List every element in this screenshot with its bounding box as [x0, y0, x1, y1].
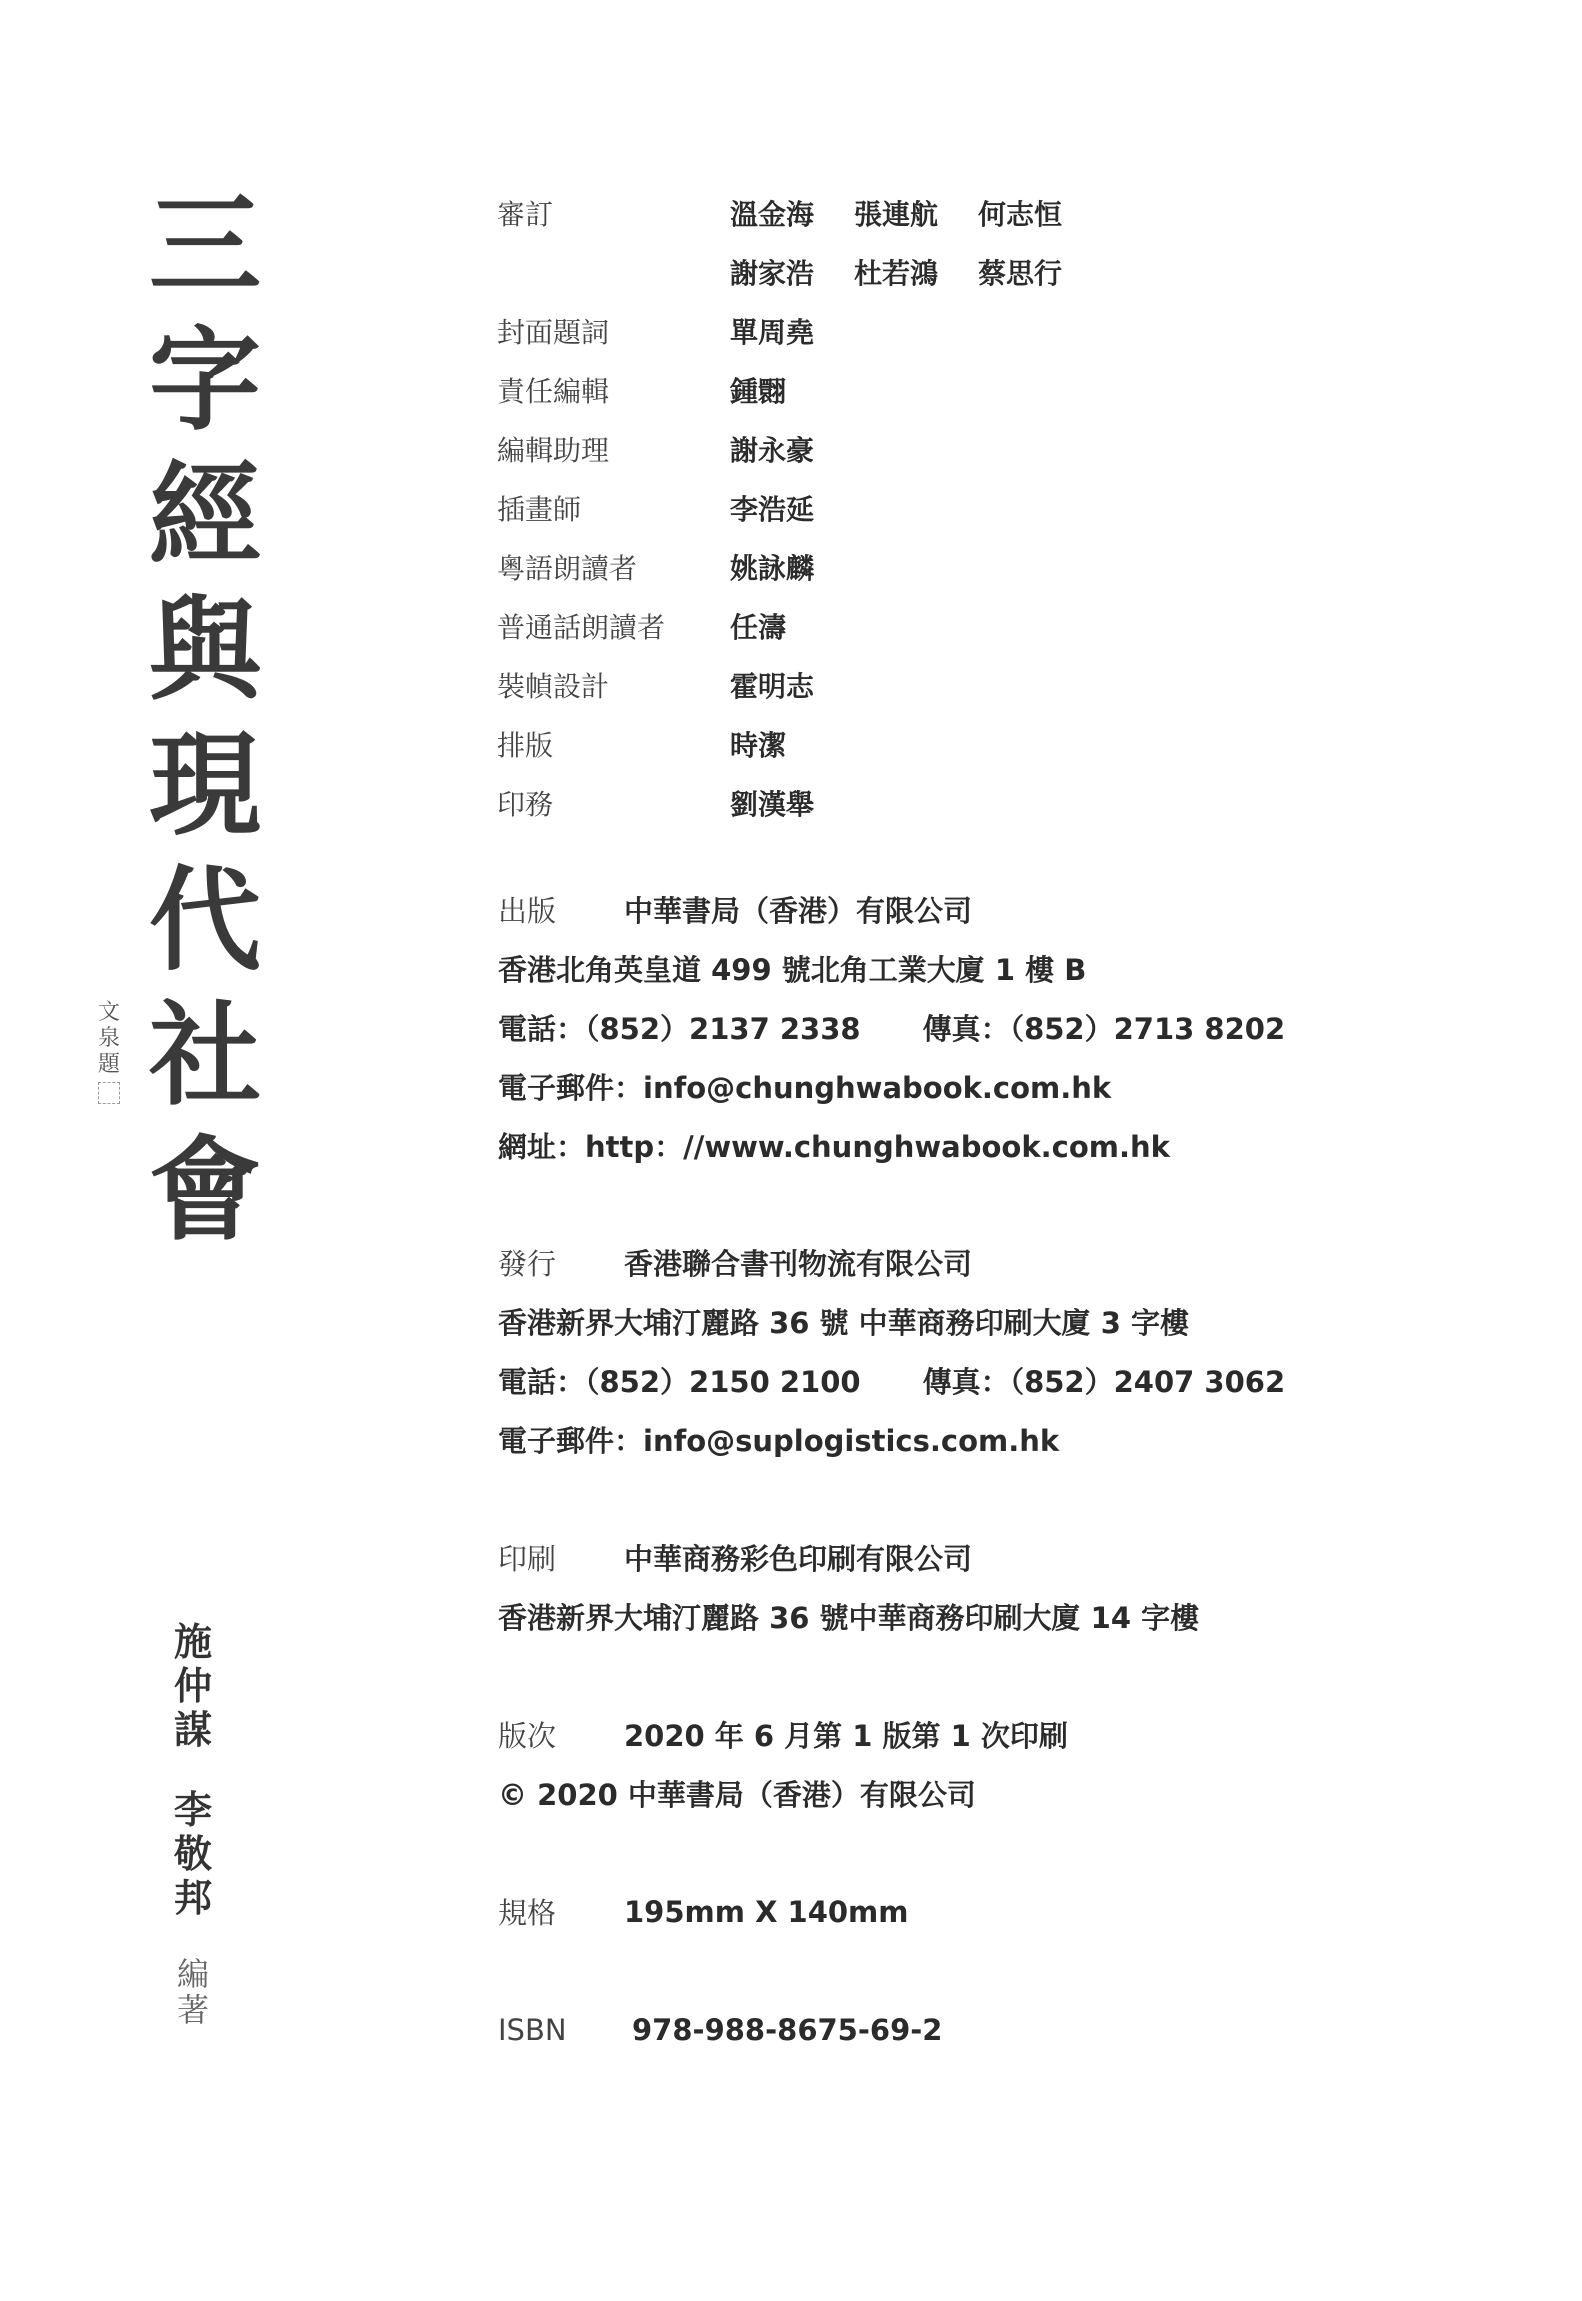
format-value: 195mm X 140mm — [624, 1894, 909, 1929]
title-char: 現 — [149, 720, 261, 851]
credit-label: 封面題詞 — [497, 315, 610, 349]
credit-label: 粵語朗讀者 — [497, 551, 638, 585]
format-label: 規格 — [498, 1896, 557, 1930]
credit-name: 蔡思行 — [978, 256, 1063, 290]
credit-name: 姚詠麟 — [730, 551, 815, 585]
credit-row-reviewers — [497, 183, 1102, 242]
edition-value: 2020 年 6 月第 1 版第 1 次印刷 — [624, 1719, 1068, 1753]
printer-label: 印刷 — [498, 1542, 557, 1576]
role-char: 著 — [176, 1991, 209, 2029]
isbn-label: ISBN — [498, 2012, 567, 2047]
title-char: 三 — [149, 180, 261, 311]
distributor-label: 發行 — [498, 1247, 557, 1281]
credit-label: 責任編輯 — [497, 374, 610, 408]
credit-name: 溫金海 — [730, 197, 815, 231]
credit-label: 裝幀設計 — [497, 669, 610, 703]
credit-row-editor — [497, 360, 1102, 419]
edition-label: 版次 — [498, 1719, 557, 1753]
credit-label: 排版 — [497, 728, 554, 762]
distributor-phone: 電話：（852）2150 2100 — [498, 1365, 861, 1399]
author-name — [168, 1788, 218, 1920]
printer-section — [498, 1528, 1199, 1646]
author-char: 敬 — [173, 1832, 212, 1876]
title-char: 字 — [149, 315, 261, 446]
credit-row-editorial-assistant — [497, 419, 1102, 478]
isbn-value: 978-988-8675-69-2 — [632, 2012, 943, 2047]
distributor-address: 香港新界大埔汀麗路 36 號 中華商務印刷大廈 3 字樓 — [498, 1306, 1190, 1340]
title-char: 會 — [149, 1125, 261, 1256]
seal-stamp-icon — [98, 1082, 120, 1104]
format-section — [498, 1882, 909, 1941]
author-char: 邦 — [173, 1876, 212, 1920]
title-char: 與 — [149, 585, 261, 716]
credit-label: 印務 — [497, 787, 554, 821]
credits-list — [497, 183, 1102, 832]
authors-column — [168, 1620, 218, 2028]
credit-name: 霍明志 — [730, 669, 815, 703]
isbn-section — [498, 2000, 942, 2059]
publisher-section — [498, 880, 1285, 1175]
edition-section — [498, 1705, 1068, 1823]
title-char: 社 — [149, 990, 261, 1121]
role-char: 編 — [176, 1955, 209, 1993]
credit-row-illustrator — [497, 478, 1102, 537]
credit-row-print-production — [497, 773, 1102, 832]
distributor-fax: 傳真：（852）2407 3062 — [922, 1365, 1286, 1399]
publisher-address: 香港北角英皇道 499 號北角工業大廈 1 樓 B — [498, 953, 1087, 987]
credit-label: 審訂 — [497, 197, 554, 231]
signature-char: 泉 — [97, 1026, 120, 1051]
credit-name: 時潔 — [730, 728, 787, 762]
printer-name: 中華商務彩色印刷有限公司 — [624, 1542, 973, 1576]
credit-label: 編輯助理 — [497, 433, 610, 467]
book-title-calligraphy — [135, 178, 275, 1258]
title-char: 代 — [149, 855, 261, 986]
credit-row-reviewers-cont — [497, 242, 1102, 301]
credit-name: 何志恒 — [978, 197, 1063, 231]
title-char: 經 — [149, 450, 261, 581]
author-char: 謀 — [173, 1708, 212, 1752]
signature-char: 題 — [97, 1052, 120, 1077]
credit-name: 李浩延 — [730, 492, 815, 526]
author-char: 施 — [173, 1620, 212, 1664]
credit-label: 插畫師 — [497, 492, 582, 526]
author-char: 李 — [173, 1788, 212, 1832]
credit-name: 謝家浩 — [730, 256, 815, 290]
credit-row-cover-inscription — [497, 301, 1102, 360]
publisher-website: 網址：http：//www.chunghwabook.com.hk — [498, 1130, 1170, 1164]
distributor-section — [498, 1233, 1285, 1469]
copyright-notice: © 2020 中華書局（香港）有限公司 — [498, 1778, 976, 1812]
author-char: 仲 — [173, 1664, 212, 1708]
publisher-phone: 電話：（852）2137 2338 — [498, 1012, 861, 1046]
credit-row-cantonese-reader — [497, 537, 1102, 596]
credit-name: 杜若鴻 — [854, 256, 939, 290]
publisher-email: 電子郵件：info@chunghwabook.com.hk — [498, 1071, 1112, 1105]
credit-row-typesetting — [497, 714, 1102, 773]
credit-name: 劉漢舉 — [730, 787, 815, 821]
credit-row-book-design — [497, 655, 1102, 714]
publisher-fax: 傳真：（852）2713 8202 — [922, 1012, 1286, 1046]
author-name — [168, 1620, 218, 1752]
credit-row-mandarin-reader — [497, 596, 1102, 655]
signature-char: 文 — [97, 1000, 120, 1025]
distributor-email: 電子郵件：info@suplogistics.com.hk — [498, 1424, 1060, 1458]
publisher-label: 出版 — [498, 894, 557, 928]
credit-label: 普通話朗讀者 — [497, 610, 666, 644]
author-role — [168, 1956, 218, 2028]
distributor-name: 香港聯合書刊物流有限公司 — [624, 1247, 973, 1281]
credit-name: 單周堯 — [730, 315, 815, 349]
credit-name: 任濤 — [730, 610, 787, 644]
credit-name: 鍾翾 — [730, 374, 787, 408]
printer-address: 香港新界大埔汀麗路 36 號中華商務印刷大廈 14 字樓 — [498, 1601, 1200, 1635]
credit-name: 張連航 — [854, 197, 939, 231]
calligrapher-signature — [93, 1000, 125, 1104]
credit-name: 謝永豪 — [730, 433, 815, 467]
publisher-name: 中華書局（香港）有限公司 — [624, 894, 973, 928]
